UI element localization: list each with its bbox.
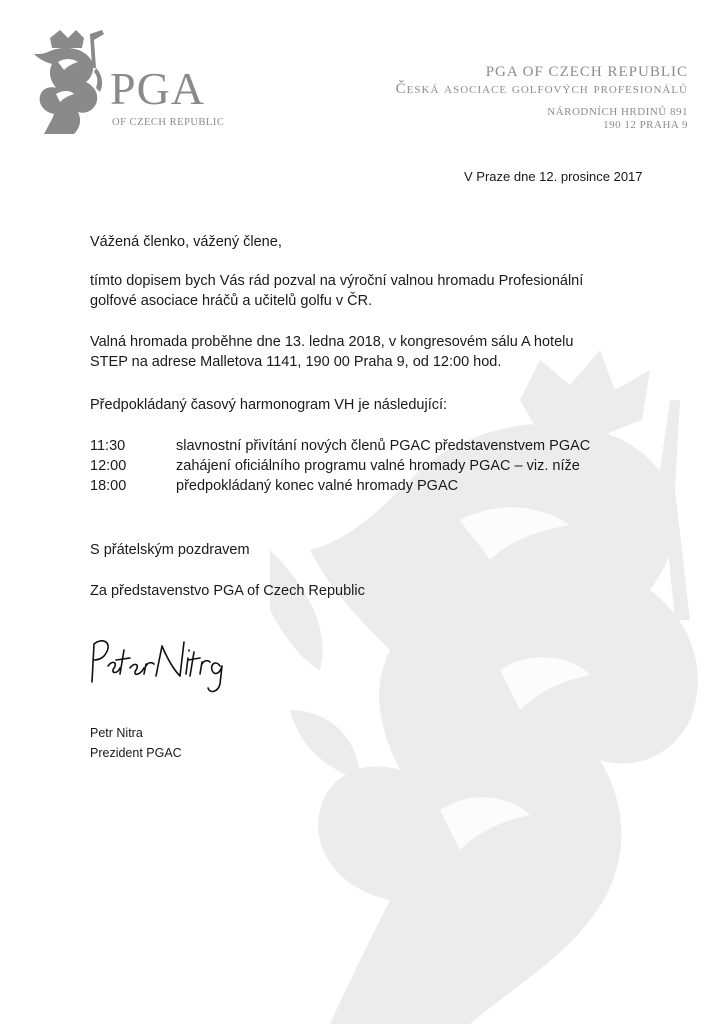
signer-name: Petr Nitra xyxy=(90,726,143,740)
org-address-line2: 190 12 PRAHA 9 xyxy=(603,119,688,131)
schedule-time: 12:00 xyxy=(90,458,127,474)
paragraph2-line1: Valná hromada proběhne dne 13. ledna 2018, v kongresovém sálu A hotelu xyxy=(90,334,574,350)
schedule-row xyxy=(90,476,590,496)
paragraph1-line2: golfové asociace hráčů a učitelů golfu v ČR. xyxy=(90,293,373,309)
schedule-intro: Předpokládaný časový harmonogram VH je následující: xyxy=(90,397,448,413)
signer-title: Prezident PGAC xyxy=(90,746,182,760)
paragraph2-line2: STEP na adrese Malletova 1141, 190 00 Praha 9, od 12:00 hod. xyxy=(90,354,502,370)
handwritten-signature xyxy=(90,632,250,702)
schedule-event: slavnostní přivítání nových členů PGAC představenstvem PGAC xyxy=(176,438,591,454)
schedule-event: předpokládaný konec valné hromady PGAC xyxy=(176,478,459,494)
schedule-list xyxy=(90,436,590,496)
logo-subtitle: OF CZECH REPUBLIC xyxy=(112,117,225,128)
schedule-row xyxy=(90,436,590,456)
salutation: Vážená členko, vážený člene, xyxy=(90,234,282,250)
logo-wordmark: PGA xyxy=(110,63,206,114)
schedule-time: 18:00 xyxy=(90,478,127,494)
schedule-event: zahájení oficiálního programu valné hromady PGAC – viz. níže xyxy=(176,458,580,474)
schedule-row xyxy=(90,456,590,476)
org-address-line1: NÁRODNÍCH HRDINŮ 891 xyxy=(547,106,688,118)
letter-date: V Praze dne 12. prosince 2017 xyxy=(464,169,643,184)
org-name-line1: PGA OF CZECH REPUBLIC xyxy=(485,64,688,80)
on-behalf-of: Za představenstvo PGA of Czech Republic xyxy=(90,583,365,599)
schedule-time: 11:30 xyxy=(90,438,126,454)
paragraph1-line1: tímto dopisem bych Vás rád pozval na výroční valnou hromadu Profesionální xyxy=(90,273,584,289)
organization-header xyxy=(396,64,688,132)
org-name-line2: Česká asociace golfových profesionálů xyxy=(395,81,688,97)
closing: S přátelským pozdravem xyxy=(90,542,250,558)
